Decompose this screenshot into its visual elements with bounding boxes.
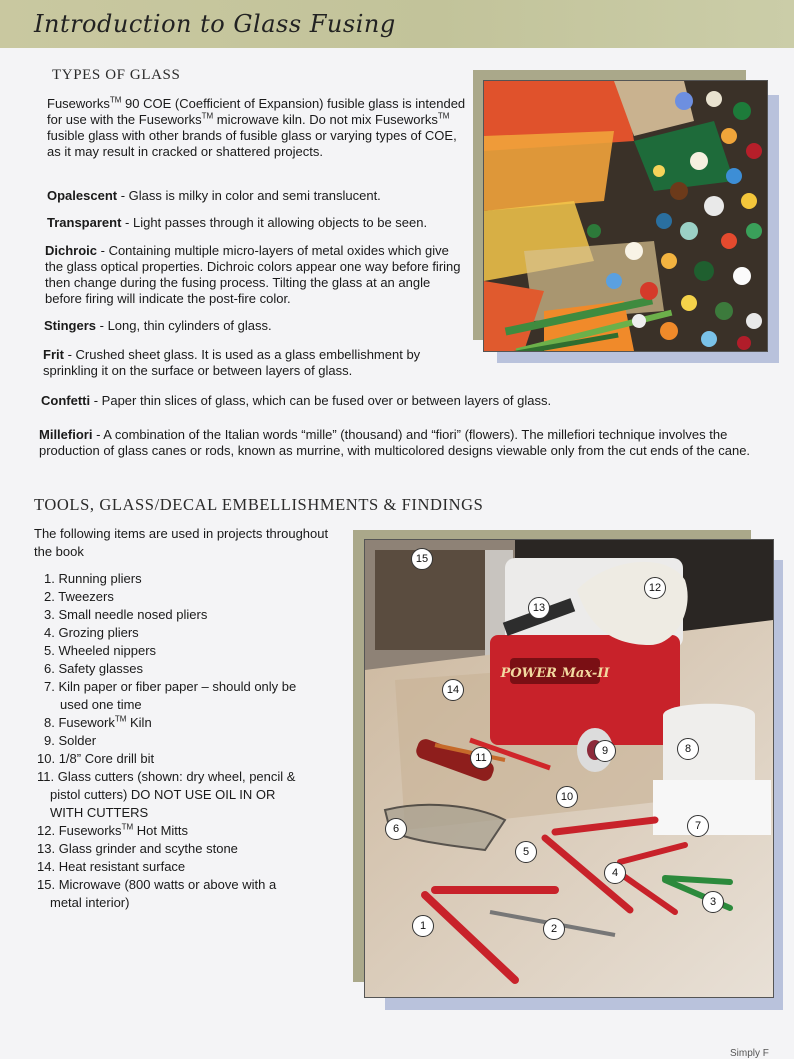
term: Opalescent: [47, 188, 118, 203]
item-number: 6.: [44, 661, 55, 676]
item-text: Microwave (800 watts or above with a: [58, 877, 277, 892]
term: Millefiori: [39, 427, 93, 442]
callout-4: 4: [604, 862, 626, 884]
list-item: [28, 624, 328, 642]
term: Confetti: [41, 393, 91, 408]
callout-9: 9: [594, 740, 616, 762]
callout-2: 2: [543, 918, 565, 940]
callout-5: 5: [515, 841, 537, 863]
item-text-continued: metal interior): [50, 895, 130, 910]
tools-list: [28, 570, 328, 912]
item-number: 9.: [44, 733, 55, 748]
list-item: [28, 732, 328, 750]
types-of-glass-heading: TYPES OF GLASS: [52, 67, 181, 83]
definition: - Light passes through it allowing objects to be seen.: [121, 215, 428, 230]
trademark-mark: TM: [201, 111, 214, 121]
tools-intro: The following items are used in projects throughout the book: [34, 526, 329, 559]
page-footer: Simply F: [730, 1048, 769, 1059]
item-text: Glass cutters (shown: dry wheel, pencil &: [57, 769, 296, 784]
page-title: Introduction to Glass Fusing: [34, 10, 396, 38]
intro-text-4: fusible glass with other brands of fusible glass or varying types of COE, as it may result in cracked or shattered projects.: [47, 128, 457, 159]
item-text: Running pliers: [58, 571, 142, 586]
trademark-mark: TM: [121, 822, 134, 832]
item-text-continued: used one time: [60, 697, 142, 712]
item-number: 11.: [37, 769, 55, 784]
list-item: [28, 660, 328, 678]
item-text-continued-2: WITH CUTTERS: [50, 805, 149, 820]
definition: - A combination of the Italian words “mille” (thousand) and “fiori” (flowers). The millefiori technique involves the production of glass canes or rods, known as murrine, with multicolored designs viewable only from the cut ends of the cane.: [39, 427, 751, 458]
item-number: 8.: [44, 715, 55, 730]
callout-7: 7: [687, 815, 709, 837]
item-number: 10.: [37, 751, 56, 766]
list-item: [28, 750, 328, 768]
callout-14: 14: [442, 679, 464, 701]
definition: - Paper thin slices of glass, which can be fused over or between layers of glass.: [90, 393, 552, 408]
callout-12: 12: [644, 577, 666, 599]
glass-pieces-illustration: [484, 81, 767, 351]
item-text: Heat resistant surface: [58, 859, 186, 874]
item-text: Glass grinder and scythe stone: [58, 841, 238, 856]
tools-heading: TOOLS, GLASS/DECAL EMBELLISHMENTS & FINDINGS: [34, 495, 484, 514]
item-text: Fuseworks: [58, 823, 122, 838]
list-item: [28, 606, 328, 624]
item-number: 2.: [44, 589, 55, 604]
item-number: 1.: [44, 571, 55, 586]
trademark-mark: TM: [109, 95, 122, 105]
intro-text-3: microwave kiln. Do not mix Fuseworks: [213, 112, 438, 127]
trademark-mark: TM: [437, 111, 450, 121]
item-text: Tweezers: [58, 589, 114, 604]
callout-11: 11: [470, 747, 492, 769]
callout-13: 13: [528, 597, 550, 619]
list-item: [28, 768, 328, 822]
item-number: 7.: [44, 679, 55, 694]
item-text: Safety glasses: [58, 661, 144, 676]
term: Stingers: [44, 318, 97, 333]
definition: - Glass is milky in color and semi translucent.: [117, 188, 381, 203]
def-stingers: [44, 318, 464, 334]
definition: - Containing multiple micro-layers of metal oxides which give the glass optical properties. Dichroic colors appear one way before firing then change during the fusing process. Tilting the glass at an angle before firing will indicate the post-fire color.: [45, 243, 461, 306]
item-text-continued: pistol cutters) DO NOT USE OIL IN OR: [50, 787, 276, 802]
item-text: Kiln paper or fiber paper – should only be: [58, 679, 297, 694]
item-text: Solder: [58, 733, 97, 748]
item-number: 4.: [44, 625, 55, 640]
callout-15: 15: [411, 548, 433, 570]
term: Dichroic: [45, 243, 98, 258]
def-frit: [43, 347, 473, 379]
trademark-mark: TM: [114, 714, 127, 724]
def-confetti: [41, 393, 641, 409]
callout-8: 8: [677, 738, 699, 760]
list-item: [28, 858, 328, 876]
list-item: [28, 642, 328, 660]
intro-text-1: Fuseworks: [47, 96, 110, 111]
kiln-brand-label: POWER Max-II: [500, 666, 610, 681]
types-intro-paragraph: [47, 96, 467, 160]
item-number: 13.: [37, 841, 56, 856]
item-text: Wheeled nippers: [58, 643, 157, 658]
item-text: Grozing pliers: [58, 625, 139, 640]
list-item: [28, 570, 328, 588]
item-text: Small needle nosed pliers: [58, 607, 208, 622]
definition: - Crushed sheet glass. It is used as a glass embellishment by sprinkling it on the surface or between layers of glass.: [43, 347, 421, 378]
callout-3: 3: [702, 891, 724, 913]
item-number: 5.: [44, 643, 55, 658]
item-text-after: Kiln: [126, 715, 152, 730]
callout-6: 6: [385, 818, 407, 840]
item-number: 12.: [37, 823, 56, 838]
item-number: 15.: [37, 877, 56, 892]
definition: - Long, thin cylinders of glass.: [96, 318, 272, 333]
list-item: [28, 588, 328, 606]
callout-10: 10: [556, 786, 578, 808]
def-millefiori: [39, 427, 779, 459]
list-item: [28, 678, 328, 714]
item-number: 14.: [37, 859, 56, 874]
item-text: 1/8” Core drill bit: [58, 751, 155, 766]
item-number: 3.: [44, 607, 55, 622]
def-dichroic: [45, 243, 465, 307]
item-text-after: Hot Mitts: [133, 823, 189, 838]
list-item: [28, 840, 328, 858]
list-item: [28, 714, 328, 732]
item-text: Fusework: [58, 715, 115, 730]
callout-1: 1: [412, 915, 434, 937]
term: Frit: [43, 347, 64, 362]
list-item: [28, 876, 328, 912]
term: Transparent: [47, 215, 122, 230]
def-opalescent: [47, 188, 467, 204]
def-transparent: [47, 215, 467, 231]
glass-frit-photo: [483, 80, 768, 352]
intro-text-2: 90 COE (Coefficient of Expansion) fusible glass is intended for use with the Fuseworks: [47, 96, 466, 127]
list-item: [28, 822, 328, 840]
